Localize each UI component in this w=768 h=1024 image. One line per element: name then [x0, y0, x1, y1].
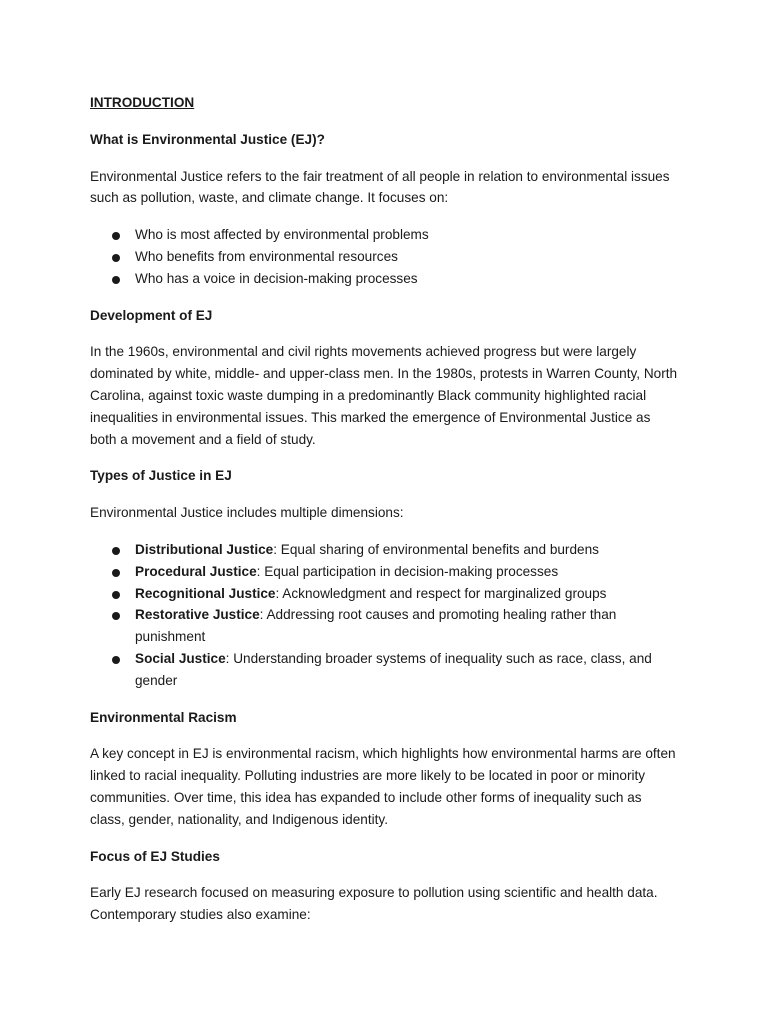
- list-item: [90, 246, 680, 268]
- what-is-bullet-list: [90, 224, 680, 289]
- bullet-icon: [112, 254, 120, 262]
- list-item-text: Who has a voice in decision-making processes: [135, 270, 418, 286]
- section-heading-types: Types of Justice in EJ: [90, 468, 232, 484]
- justice-description: : Understanding broader systems of inequality such as race, class, and gender: [135, 650, 652, 688]
- types-bullet-list: [90, 539, 680, 692]
- justice-description: : Acknowledgment and respect for marginalized groups: [275, 585, 607, 601]
- list-item: [90, 648, 680, 692]
- justice-term: Procedural Justice: [135, 563, 257, 579]
- list-item-text: Who benefits from environmental resources: [135, 248, 398, 264]
- bullet-icon: [112, 591, 120, 599]
- list-item-text: Who is most affected by environmental problems: [135, 227, 429, 243]
- focus-paragraph: Early EJ research focused on measuring exposure to pollution using scientific and health data. Contemporary studies also examine:: [90, 885, 658, 923]
- list-item: [90, 224, 680, 246]
- section-heading-development: Development of EJ: [90, 307, 213, 323]
- justice-term: Social Justice: [135, 650, 226, 666]
- racism-paragraph: A key concept in EJ is environmental racism, which highlights how environmental harms are often linked to racial inequality. Polluting industries are more likely to be located in poor or minority communities. Over time, this idea has expanded to include other forms of inequality such as class, gender, nationality, and Indigenous identity.: [90, 746, 676, 827]
- bullet-icon: [112, 656, 120, 664]
- bullet-icon: [112, 612, 120, 620]
- section-heading-focus: Focus of EJ Studies: [90, 848, 220, 864]
- list-item: [90, 539, 680, 561]
- bullet-icon: [112, 232, 120, 240]
- justice-description: : Equal participation in decision-making processes: [256, 563, 559, 579]
- justice-term: Restorative Justice: [135, 607, 260, 623]
- bullet-icon: [112, 569, 120, 577]
- justice-term: Distributional Justice: [135, 541, 274, 557]
- list-item: [90, 604, 680, 648]
- document-body: [90, 92, 680, 941]
- list-item: [90, 583, 680, 605]
- section-heading-racism: Environmental Racism: [90, 709, 237, 725]
- list-item: [90, 561, 680, 583]
- list-item: [90, 268, 680, 290]
- justice-term: Recognitional Justice: [135, 585, 276, 601]
- what-is-paragraph: Environmental Justice refers to the fair treatment of all people in relation to environmental issues such as pollution, waste, and climate change. It focuses on:: [90, 168, 670, 206]
- bullet-icon: [112, 276, 120, 284]
- bullet-icon: [112, 547, 120, 555]
- development-paragraph: In the 1960s, environmental and civil rights movements achieved progress but were largely dominated by white, middle- and upper-class men. In the 1980s, protests in Warren County, North Carolina, against toxic waste dumping in a predominantly Black community highlighted racial inequalities in environmental issues. This marked the emergence of Environmental Justice as both a movement and a field of study.: [90, 344, 678, 447]
- justice-description: : Addressing root causes and promoting healing rather than punishment: [135, 607, 617, 645]
- types-paragraph: Environmental Justice includes multiple dimensions:: [90, 505, 404, 521]
- intro-heading: INTRODUCTION: [90, 95, 195, 110]
- section-heading-what-is: What is Environmental Justice (EJ)?: [90, 131, 325, 147]
- justice-description: : Equal sharing of environmental benefits and burdens: [273, 541, 599, 557]
